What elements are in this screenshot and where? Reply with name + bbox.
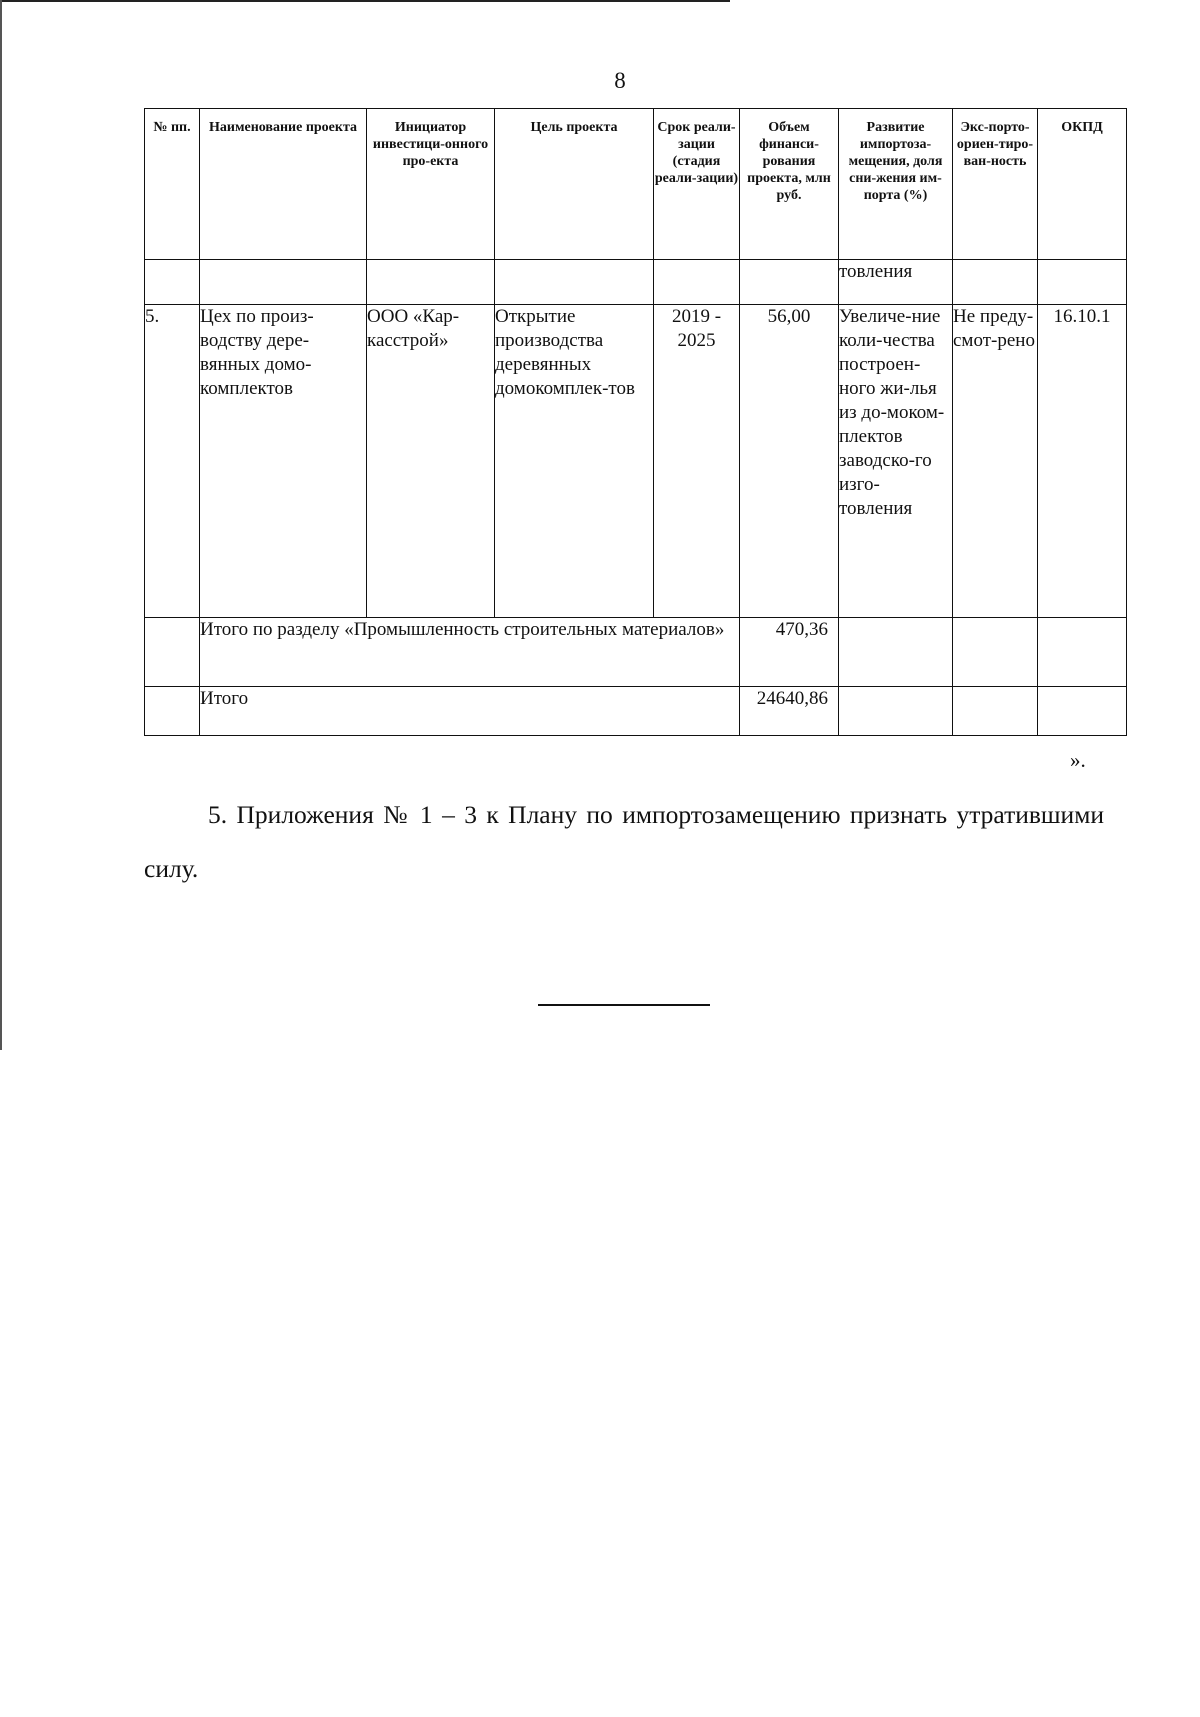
section-subtotal-row — [145, 618, 1127, 687]
continuation-import-cell: товления — [839, 260, 953, 305]
row-export-orientation: Не преду-смот-рено — [953, 305, 1038, 618]
row-import-substitution: Увеличе-ние коли-чества построен-ного жи-лья из до-моком-плектов заводско-го изго-товления — [839, 305, 953, 618]
projects-table — [144, 108, 1127, 736]
grand-total-row — [145, 687, 1127, 736]
row-funding-volume: 56,00 — [740, 305, 839, 618]
header-project-name: Наименование проекта — [200, 109, 367, 260]
end-separator-line — [538, 1004, 710, 1006]
table-continuation-row — [145, 260, 1127, 305]
total-label: Итого — [200, 687, 740, 736]
total-value: 24640,86 — [740, 687, 839, 736]
row-goal: Открытие производства деревянных домокомплек-тов — [495, 305, 654, 618]
import-substitution-table-container — [144, 108, 1126, 736]
page-number: 8 — [614, 68, 626, 93]
subtotal-value: 470,36 — [740, 618, 839, 687]
row-initiator: ООО «Кар-касстрой» — [367, 305, 495, 618]
header-initiator: Инициатор инвестици-онного про-екта — [367, 109, 495, 260]
row-project-name: Цех по произ-водству дере-вянных домо-комплектов — [200, 305, 367, 618]
header-term: Срок реали-зации (стадия реали-зации) — [654, 109, 740, 260]
row-number: 5. — [145, 305, 200, 618]
scan-edge-left — [0, 0, 2, 1050]
header-funding-volume: Объем финанси-рования проекта, млн руб. — [740, 109, 839, 260]
header-okpd: ОКПД — [1038, 109, 1127, 260]
row-okpd: 16.10.1 — [1038, 305, 1127, 618]
scan-edge-top — [0, 0, 730, 2]
header-number: № пп. — [145, 109, 200, 260]
header-export-orientation: Экс-порто-ориен-тиро-ван-ность — [953, 109, 1038, 260]
table-header-row — [145, 109, 1127, 260]
row-term: 2019 - 2025 — [654, 305, 740, 618]
closing-quote: ». — [1070, 748, 1086, 772]
paragraph-item-5: 5. Приложения № 1 – 3 к Плану по импортозамещению признать утратившими силу. — [144, 800, 1104, 883]
subtotal-label: Итого по разделу «Промышленность строительных материалов» — [200, 618, 740, 687]
table-row — [145, 305, 1127, 618]
header-import-substitution: Развитие импортоза-мещения, доля сни-жения им-порта (%) — [839, 109, 953, 260]
header-goal: Цель проекта — [495, 109, 654, 260]
